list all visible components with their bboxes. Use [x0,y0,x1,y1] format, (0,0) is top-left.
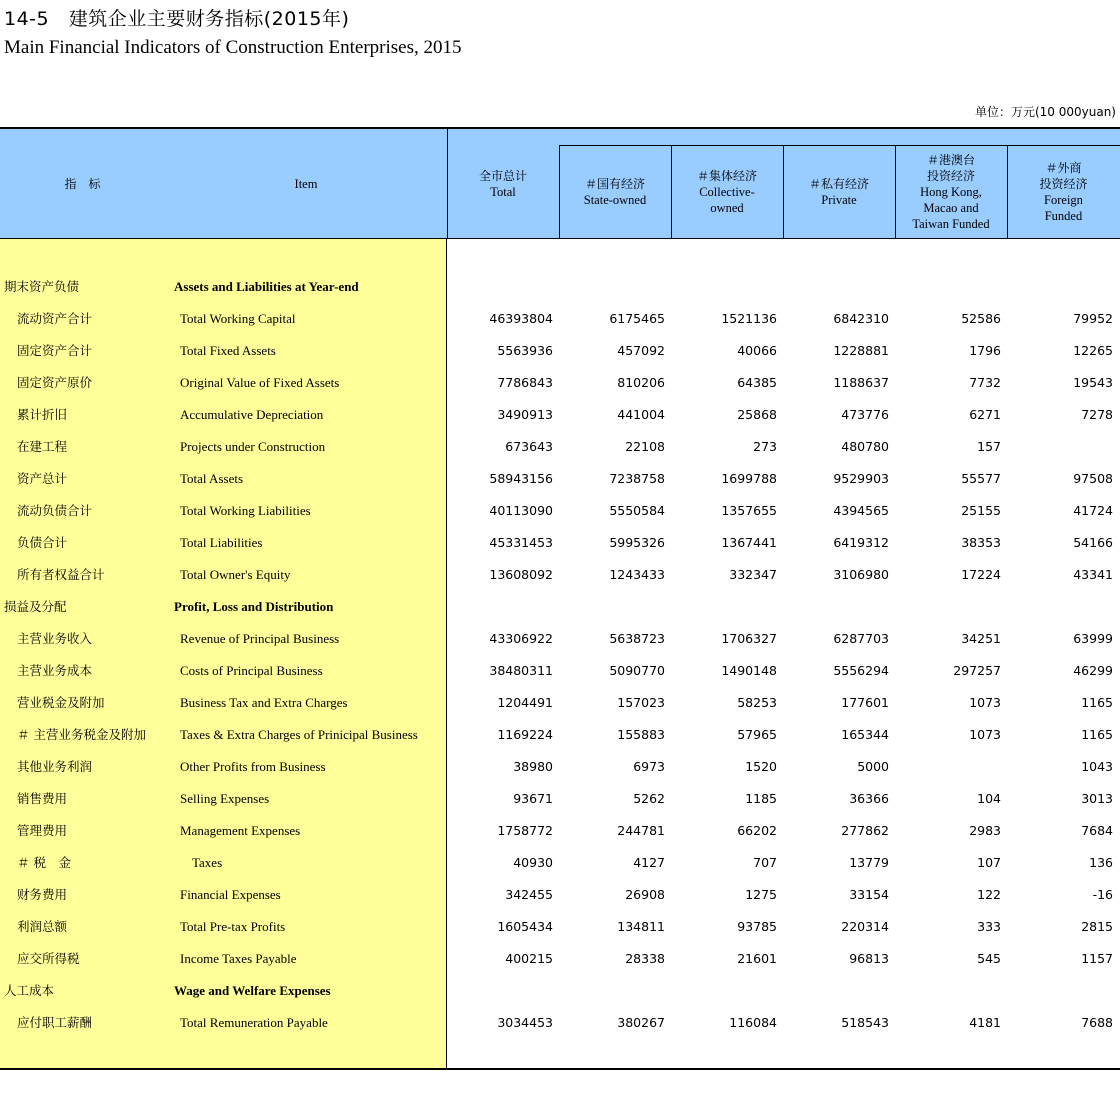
row-label-en: Projects under Construction [180,439,326,454]
header-item-en-text: Item [294,176,318,191]
table-row [0,687,1120,719]
cell-value: 4181 [969,1015,1001,1030]
row-label-cn: 固定资产原价 [17,375,93,390]
row-label-cn: 所有者权益合计 [17,567,105,582]
table-row [0,527,1120,559]
section-row [0,975,1120,1007]
column-header-en: Taiwan Funded [912,216,990,231]
row-label-cn: 财务费用 [17,887,68,902]
cell-value: 1157 [1081,951,1113,966]
cell-value: 33154 [849,887,889,902]
row-label-en: Total Assets [180,471,244,486]
cell-value: 7732 [969,375,1001,390]
row-label-en: Selling Expenses [180,791,270,806]
row-label-en: Assets and Liabilities at Year-end [174,279,359,294]
cell-value: 64385 [737,375,777,390]
table-number: 14-5 [4,8,50,30]
cell-value: 13779 [849,855,889,870]
cell-value: 7688 [1081,1015,1113,1030]
cell-value: 7684 [1081,823,1113,838]
cell-value: 518543 [841,1015,889,1030]
cell-value: 220314 [841,919,889,934]
row-label-cn: 主营业务收入 [17,631,93,646]
cell-value: 5090770 [609,663,665,678]
header-divider [895,145,896,239]
cell-value: 40930 [513,855,553,870]
table-row [0,495,1120,527]
row-label-cn: 利润总额 [17,919,68,934]
cell-value: 6419312 [833,535,889,550]
table-row [0,783,1120,815]
cell-value: 17224 [961,567,1001,582]
cell-value: 116084 [729,1015,777,1030]
column-header [895,145,1007,238]
cell-value: 25868 [737,407,777,422]
row-label-cn: ＃ 主营业务税金及附加 [17,727,146,742]
header-indicator-cn [0,129,165,238]
column-header-cn: ＃集体经济 [696,168,757,183]
header-indicator-cn-text: 指 标 [64,176,101,191]
cell-value: 97508 [1073,471,1113,486]
table-row [0,655,1120,687]
cell-value: 673643 [505,439,553,454]
row-label-en: Total Working Capital [180,311,296,326]
table-number-and-title-cn [4,4,349,31]
row-label-en: Accumulative Depreciation [180,407,324,422]
column-header-cn: ＃私有经济 [808,176,869,191]
row-label-cn: 流动负债合计 [17,503,93,518]
cell-value: 5556294 [833,663,889,678]
row-label-en: Revenue of Principal Business [180,631,340,646]
cell-value: 480780 [841,439,889,454]
cell-value: 1699788 [721,471,777,486]
row-label-en: Income Taxes Payable [180,951,297,966]
header-divider [1007,145,1008,239]
cell-value: 26908 [625,887,665,902]
cell-value: 38353 [961,535,1001,550]
cell-value: 104 [977,791,1001,806]
cell-value: 177601 [841,695,889,710]
cell-value: 93671 [513,791,553,806]
row-label-en: Management Expenses [180,823,301,838]
table-row [0,399,1120,431]
cell-value: 122 [977,887,1001,902]
cell-value: 1275 [745,887,777,902]
row-label-cn: 营业税金及附加 [17,695,105,710]
cell-value: 1520 [745,759,777,774]
cell-value: 21601 [737,951,777,966]
cell-value: 79952 [1073,311,1113,326]
cell-value: 5638723 [609,631,665,646]
row-label-cn: 流动资产合计 [17,311,93,326]
cell-value: 46299 [1073,663,1113,678]
cell-value: 9529903 [833,471,889,486]
column-header-en: Foreign [1044,192,1083,207]
cell-value: 157023 [617,695,665,710]
cell-value: 1228881 [833,343,889,358]
row-label-cn: 其他业务利润 [17,759,93,774]
cell-value: 25155 [961,503,1001,518]
cell-value: 6271 [969,407,1001,422]
table-row [0,367,1120,399]
row-label-cn: 损益及分配 [4,599,67,614]
cell-value: 38480311 [489,663,553,678]
cell-value: 6175465 [609,311,665,326]
column-header [1007,145,1120,238]
cell-value: 810206 [617,375,665,390]
row-label-en: Wage and Welfare Expenses [174,983,331,998]
table-row [0,911,1120,943]
cell-value: 96813 [849,951,889,966]
row-label-en: Profit, Loss and Distribution [174,599,334,614]
row-label-cn: 应付职工薪酬 [17,1015,93,1030]
cell-value: 28338 [625,951,665,966]
cell-value: 6842310 [833,311,889,326]
cell-value: 342455 [505,887,553,902]
cell-value: 1073 [969,695,1001,710]
column-header-en: State-owned [583,192,647,207]
cell-value: 36366 [849,791,889,806]
cell-value: 38980 [513,759,553,774]
cell-value: 707 [753,855,777,870]
column-header-en: Hong Kong, [920,184,982,199]
cell-value: 43306922 [489,631,553,646]
cell-value: 13608092 [489,567,553,582]
column-header-cn: ＃国有经济 [584,176,645,191]
cell-value: 441004 [617,407,665,422]
row-label-en: Original Value of Fixed Assets [180,375,340,390]
unit-label: 单位：万元(10 000yuan) [974,105,1116,119]
cell-value: 3106980 [833,567,889,582]
table-row [0,431,1120,463]
header-divider [447,129,448,239]
cell-value: 57965 [737,727,777,742]
cell-value: 134811 [617,919,665,934]
cell-value: 12265 [1073,343,1113,358]
cell-value: 52586 [961,311,1001,326]
cell-value: 165344 [841,727,889,742]
cell-value: 332347 [729,567,777,582]
cell-value: 66202 [737,823,777,838]
row-label-cn: 应交所得税 [17,951,80,966]
column-header-en: Macao and [923,200,979,215]
row-label-en: Total Working Liabilities [180,503,311,518]
column-header-cn: 全市总计 [478,168,527,183]
cell-value: 45331453 [489,535,553,550]
row-label-cn: 销售费用 [17,791,68,806]
table-row [0,879,1120,911]
cell-value: 7238758 [609,471,665,486]
column-header-en: owned [710,200,744,215]
column-header-en: Collective- [699,184,755,199]
cell-value: 545 [977,951,1001,966]
cell-value: 107 [977,855,1001,870]
table-row [0,303,1120,335]
row-label-en: Taxes & Extra Charges of Prinicipal Business [180,727,418,742]
column-header-en: Private [821,192,857,207]
cell-value: 1188637 [833,375,889,390]
row-label-en: Costs of Principal Business [180,663,323,678]
cell-value: 55577 [961,471,1001,486]
cell-value: 1243433 [609,567,665,582]
row-label-cn: 管理费用 [17,823,68,838]
table-row [0,1007,1120,1039]
table-row [0,943,1120,975]
cell-value: 54166 [1073,535,1113,550]
header-item-en [165,129,447,238]
cell-value: 277862 [841,823,889,838]
cell-value: 1185 [745,791,777,806]
cell-value: 5000 [857,759,889,774]
cell-value: 46393804 [489,311,553,326]
column-header-cn: ＃外商 投资经济 [1039,160,1088,191]
table-row [0,815,1120,847]
cell-value: 1490148 [721,663,777,678]
row-label-en: Taxes [192,855,223,870]
cell-value: 380267 [617,1015,665,1030]
header-divider [671,145,672,239]
row-label-cn: 负债合计 [17,535,68,550]
row-label-en: Total Liabilities [180,535,263,550]
cell-value: 1367441 [721,535,777,550]
row-label-en: Financial Expenses [180,887,281,902]
column-header-cn: ＃港澳台 投资经济 [926,152,975,183]
cell-value: 1073 [969,727,1001,742]
cell-value: 22108 [625,439,665,454]
row-label-cn: ＃ 税 金 [17,855,71,870]
cell-value: 473776 [841,407,889,422]
cell-value: 297257 [953,663,1001,678]
cell-value: 4127 [633,855,665,870]
cell-value: 273 [753,439,777,454]
cell-value: 1357655 [721,503,777,518]
row-label-en: Total Pre-tax Profits [180,919,286,934]
row-label-cn: 主营业务成本 [17,663,93,678]
cell-value: 7278 [1081,407,1113,422]
cell-value: 333 [977,919,1001,934]
section-row [0,591,1120,623]
cell-value: 7786843 [497,375,553,390]
cell-value: 41724 [1073,503,1113,518]
cell-value: 40066 [737,343,777,358]
header-divider [783,145,784,239]
cell-value: 1043 [1081,759,1113,774]
cell-value: 1758772 [497,823,553,838]
cell-value: 6287703 [833,631,889,646]
page-title-en: Main Financial Indicators of Construction Enterprises, 2015 [4,37,462,58]
cell-value: 1521136 [721,311,777,326]
cell-value: 244781 [617,823,665,838]
row-label-cn: 固定资产合计 [17,343,93,358]
header-subgroup-rule [559,145,1120,146]
row-label-cn: 累计折旧 [17,407,68,422]
cell-value: 5995326 [609,535,665,550]
row-label-cn: 在建工程 [17,439,68,454]
cell-value: 4394565 [833,503,889,518]
cell-value: 400215 [505,951,553,966]
cell-value: 40113090 [489,503,553,518]
cell-value: 3013 [1081,791,1113,806]
row-label-en: Total Owner's Equity [180,567,291,582]
cell-value: 1165 [1081,695,1113,710]
cell-value: 2815 [1081,919,1113,934]
row-label-en: Other Profits from Business [180,759,326,774]
table-row [0,623,1120,655]
row-label-cn: 资产总计 [17,471,68,486]
cell-value: 6973 [633,759,665,774]
cell-value: 2983 [969,823,1001,838]
cell-value: 58253 [737,695,777,710]
table-row [0,559,1120,591]
cell-value: 3490913 [497,407,553,422]
row-label-en: Business Tax and Extra Charges [180,695,348,710]
cell-value: 93785 [737,919,777,934]
cell-value: 155883 [617,727,665,742]
cell-value: 1605434 [497,919,553,934]
table-row [0,847,1120,879]
header-divider [559,145,560,239]
row-label-en: Total Fixed Assets [180,343,276,358]
column-header-en: Funded [1044,208,1083,223]
cell-value: 136 [1089,855,1113,870]
bottom-rule [0,1068,1120,1070]
table-row [0,751,1120,783]
cell-value: 1204491 [497,695,553,710]
column-header [447,129,559,238]
page-title-cn: 建筑企业主要财务指标(2015年) [68,8,350,30]
table-row [0,463,1120,495]
cell-value: 1169224 [497,727,553,742]
cell-value: 34251 [961,631,1001,646]
cell-value: 1706327 [721,631,777,646]
table-row [0,335,1120,367]
cell-value: 5563936 [497,343,553,358]
cell-value: 5262 [633,791,665,806]
section-row [0,271,1120,303]
column-header [671,145,783,238]
cell-value: 19543 [1073,375,1113,390]
cell-value: 3034453 [497,1015,553,1030]
column-header-en: Total [490,184,516,199]
cell-value: 43341 [1073,567,1113,582]
row-label-cn: 期末资产负债 [4,279,80,294]
row-label-cn: 人工成本 [4,983,55,998]
cell-value: 457092 [617,343,665,358]
cell-value: 1165 [1081,727,1113,742]
cell-value: 5550584 [609,503,665,518]
table-row [0,719,1120,751]
column-header [559,145,671,238]
cell-value: 1796 [969,343,1001,358]
cell-value: 63999 [1073,631,1113,646]
column-header [783,145,895,238]
row-label-en: Total Remuneration Payable [180,1015,328,1030]
cell-value: 58943156 [489,471,553,486]
cell-value: 157 [977,439,1001,454]
cell-value: -16 [1092,887,1113,902]
